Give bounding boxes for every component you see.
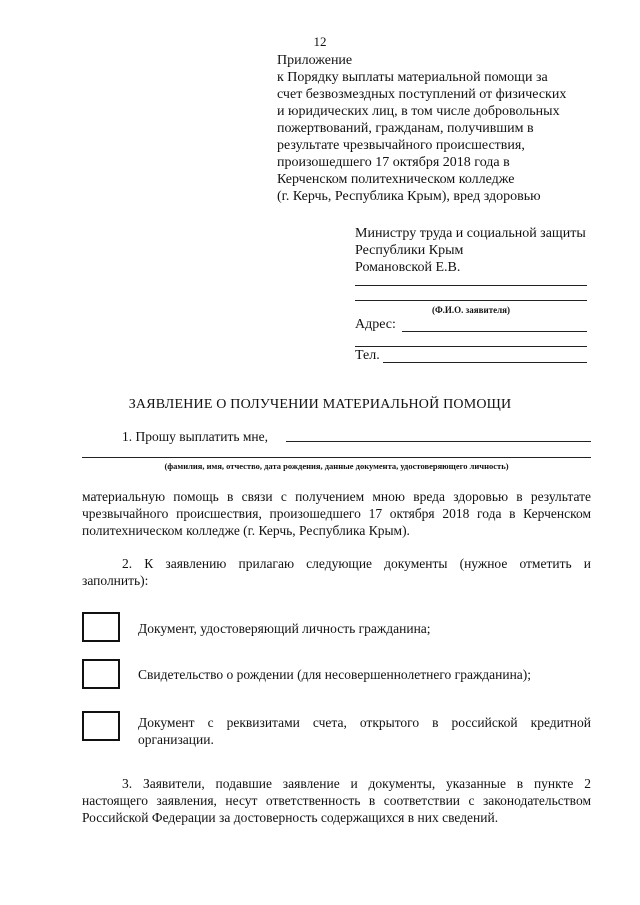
section2-paragraph — [82, 555, 591, 589]
appendix-line: пожертвований, гражданам, получившим в — [277, 121, 534, 136]
addressee-line: Республики Крым — [355, 243, 464, 258]
appendix-line: результате чрезвычайного происшествия, — [277, 138, 525, 153]
phone-label: Тел. — [355, 348, 380, 363]
item-bank-account-line: Документ с реквизитами счета, открытого в российской кредитной — [138, 715, 591, 730]
applicant-name-line[interactable] — [355, 300, 587, 301]
item-birth-certificate: Свидетельство о рождении (для несовершеннолетнего гражданина); — [138, 667, 532, 682]
item-identity-document: Документ, удостоверяющий личность гражданина; — [138, 621, 431, 636]
appendix-line: произошедшего 17 октября 2018 года в — [277, 155, 510, 170]
section3-line: 3. Заявители, подавшие заявление и документы, указанные в пункте 2 — [122, 776, 591, 791]
phone-field-line[interactable] — [383, 362, 587, 363]
section1-paragraph — [82, 488, 591, 539]
appendix-line: Приложение — [277, 53, 353, 68]
applicant-details-caption: (фамилия, имя, отчество, дата рождения, данные документа, удостоверяющего личность) — [164, 461, 509, 471]
section1-line: материальную помощь в связи с получением мною вреда здоровью в результате — [82, 489, 591, 504]
appendix-header — [277, 52, 607, 205]
section2-line: заполнить): — [82, 573, 149, 588]
section1-line: политехническом колледже (г. Керчь, Республика Крым). — [82, 523, 410, 538]
appendix-line: счет безвозмездных поступлений от физических — [277, 87, 567, 102]
section3-paragraph — [82, 775, 591, 826]
address-label: Адрес: — [355, 317, 396, 332]
page-number: 12 — [313, 34, 327, 49]
section1-lead: 1. Прошу выплатить мне, — [122, 429, 269, 444]
item-bank-account — [138, 714, 591, 748]
addressee-line: Романовской Е.В. — [355, 260, 461, 275]
address-field-line[interactable] — [402, 331, 587, 332]
applicant-name-line[interactable] — [355, 285, 587, 286]
checkbox-bank-account[interactable] — [82, 711, 120, 741]
document-title: ЗАЯВЛЕНИЕ О ПОЛУЧЕНИИ МАТЕРИАЛЬНОЙ ПОМОЩИ — [128, 397, 512, 412]
section3-line: настоящего заявления, несут ответственность в соответствии с законодательством — [82, 793, 591, 808]
applicant-name-caption: (Ф.И.О. заявителя) — [431, 305, 511, 315]
checkbox-birth-certificate[interactable] — [82, 659, 120, 689]
section2-line: 2. К заявлению прилагаю следующие документы (нужное отметить и — [122, 556, 591, 571]
appendix-line: (г. Керчь, Республика Крым), вред здоровью — [277, 189, 541, 204]
checkbox-identity-document[interactable] — [82, 612, 120, 642]
address-field-line[interactable] — [355, 346, 587, 347]
appendix-line: Керченском политехническом колледже — [277, 172, 515, 187]
appendix-line: к Порядку выплаты материальной помощи за — [277, 70, 548, 85]
addressee-line: Министру труда и социальной защиты — [355, 226, 586, 241]
section1-line: чрезвычайного происшествия, произошедшего 17 октября 2018 года в Керченском — [82, 506, 591, 521]
addressee-block — [355, 225, 605, 276]
appendix-line: и юридических лиц, в том числе добровольных — [277, 104, 560, 119]
item-bank-account-line: организации. — [138, 732, 214, 747]
section3-line: Российской Федерации за достоверность содержащихся в них сведений. — [82, 810, 499, 825]
applicant-details-line[interactable] — [82, 457, 591, 458]
applicant-details-line[interactable] — [286, 441, 591, 442]
